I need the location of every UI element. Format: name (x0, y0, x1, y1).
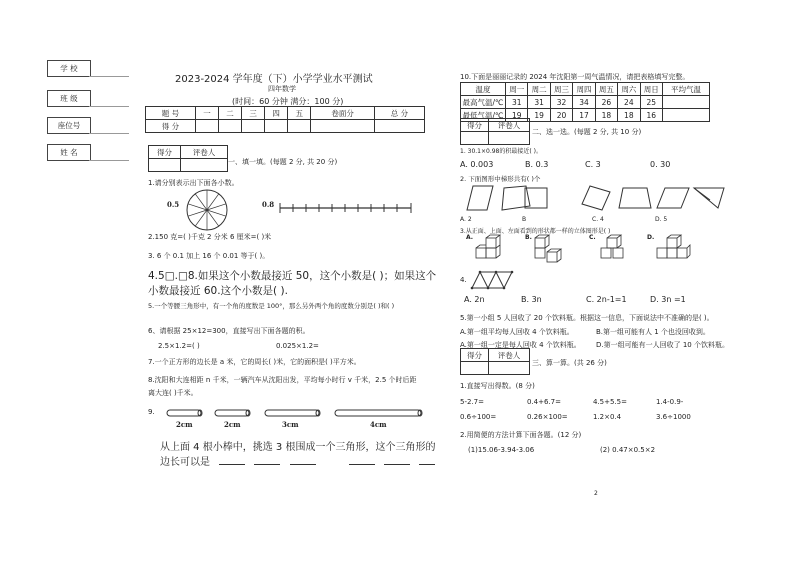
section1-title: 一、填一填。(每题 2 分, 共 20 分) (228, 158, 338, 166)
q9-question: 从上面 4 根小棒中，挑选 3 根围成一个三角形，这个三角形的 (160, 442, 436, 453)
time-info: (时间：60 分钟 满分：100 分) (232, 97, 344, 106)
grader-name-cell[interactable] (488, 362, 529, 375)
s2-q5-option-d[interactable]: D.第一组可能有一人回收了 10 个饮料瓶。 (596, 341, 729, 349)
q10-text: 10.下面是丽丽记录的 2024 年沈阳第一周气温情况，请把表格填写完整。 (460, 73, 690, 81)
q9-number: 9. (148, 408, 155, 416)
ruler-number-line[interactable] (278, 202, 413, 214)
cube-figure-c[interactable] (597, 234, 631, 266)
page-title: 2023-2024 学年度（下）小学学业水平测试 (175, 74, 373, 85)
temp-header-cell: 周二 (528, 83, 550, 96)
s3-row1-item: 0.4+6.7= (527, 398, 561, 406)
score-col-1: 一 (195, 107, 218, 120)
s2-q2-option-a[interactable]: A. 2 (460, 216, 472, 223)
s2-q2-text: 2. 下面图形中梯形共有( )个 (460, 175, 541, 183)
temp-header-cell: 温度 (461, 83, 506, 96)
grader-name-label: 评卷人 (488, 119, 529, 132)
grader-score-label: 得分 (461, 349, 489, 362)
s2-q3-option-b[interactable]: B. (525, 234, 532, 241)
q9-side-label: 边长可以是 (160, 457, 210, 468)
q1-ruler-label: 0.8 (262, 200, 275, 209)
s3-row1-item: 5-2.7= (460, 398, 484, 406)
s2-q5-option-a[interactable]: A.第一组平均每人回收 4 个饮料瓶。 (460, 328, 574, 336)
temp-header-cell: 平均气温 (663, 83, 710, 96)
s3-row1-item: 1.4-0.9- (656, 398, 684, 406)
cube-figure-b[interactable] (533, 234, 567, 266)
stick-3-label: 3cm (282, 420, 299, 429)
score-cell[interactable] (375, 120, 425, 133)
temp-header-cell: 周四 (573, 83, 595, 96)
q8-text-line2: 离大连( )千米。 (148, 389, 198, 397)
sidebar-seat-line (89, 133, 129, 134)
score-cell[interactable] (265, 120, 288, 133)
subject-label: 四年数学 (268, 85, 296, 93)
temp-high-cell: 24 (618, 96, 640, 109)
stick-1[interactable] (166, 409, 204, 418)
sidebar-class-line (89, 106, 129, 107)
sidebar-name-line (89, 160, 129, 161)
q8-text-line1: 8.沈阳和大连相距 n 千米，一辆汽车从沈阳出发，平均每小时行 v 千米，2.5 个时后距 (148, 376, 417, 384)
s2-q1-text: 1. 30.1×0.98的积最接近( )。 (460, 148, 542, 155)
s2-q3-text: 3.从正面、上面、左面看到的形状都一样的立体图形是( ) (460, 228, 611, 235)
temp-header-row (461, 83, 710, 96)
grader-name-cell[interactable] (181, 159, 228, 172)
temp-header-cell: 周三 (550, 83, 572, 96)
temp-header-cell: 周日 (640, 83, 662, 96)
sidebar-name-label: 姓 名 (47, 144, 91, 161)
triangle-pattern[interactable] (470, 268, 514, 290)
temp-header-cell: 周六 (618, 83, 640, 96)
section1-grader-box (148, 145, 228, 172)
q9-question-line2 (160, 453, 435, 468)
shape-parallelogram[interactable] (655, 186, 691, 210)
stick-4-label: 4cm (370, 420, 387, 429)
s2-q5-option-b[interactable]: B.第一组可能有人 1 个也没回收到。 (596, 328, 710, 336)
s2-q4-number: 4. (460, 276, 467, 284)
s2-q1-option-a[interactable]: A. 0.003 (460, 160, 494, 169)
score-cell[interactable] (311, 120, 375, 133)
q1-text: 1.请分别表示出下面各小数。 (148, 179, 239, 187)
grader-name-cell[interactable] (488, 132, 529, 145)
score-table (145, 106, 425, 133)
grader-score-label: 得分 (149, 146, 181, 159)
stick-2-label: 2cm (224, 420, 241, 429)
s2-q5-option-c[interactable]: A.第一组一定是每人回收 4 个饮料瓶。 (460, 341, 581, 349)
score-col-3: 三 (242, 107, 265, 120)
section3-grader-box (460, 348, 530, 375)
s2-q1-option-c[interactable]: C. 3 (585, 160, 601, 169)
pie-circle-figure[interactable] (186, 189, 228, 231)
temp-low-cell: 19 (506, 109, 528, 122)
q2-text: 2.150 克=( )千克 2 分米 6 厘米=( )米 (148, 233, 272, 241)
temp-high-cell: 26 (595, 96, 617, 109)
s2-q4-option-b[interactable]: B. 3n (521, 295, 542, 304)
q6-part-b: 0.025×1.2= (276, 342, 319, 350)
shape-square[interactable] (523, 186, 549, 212)
stick-3[interactable] (264, 409, 322, 418)
answer-blank[interactable] (349, 464, 375, 465)
grader-name-label: 评卷人 (488, 349, 529, 362)
s2-q3-option-c[interactable]: C. (589, 234, 596, 241)
score-cell[interactable] (195, 120, 218, 133)
temp-low-avg-cell[interactable] (663, 109, 710, 122)
s3-row2-item: 0.26×100= (527, 413, 568, 421)
stick-4[interactable] (334, 409, 424, 418)
cube-figure-a[interactable] (474, 234, 508, 266)
grader-name-label: 评卷人 (181, 146, 228, 159)
grader-score-cell[interactable] (461, 362, 489, 375)
s2-q4-option-d[interactable]: D. 3n =1 (650, 295, 686, 304)
score-col-5: 五 (288, 107, 311, 120)
q3-text: 3. 6 个 0.1 加上 16 个 0.01 等于( )。 (148, 252, 270, 260)
score-col-4: 四 (265, 107, 288, 120)
temp-high-cell: 25 (640, 96, 662, 109)
score-col-total: 总 分 (375, 107, 425, 120)
temp-header-cell: 周五 (595, 83, 617, 96)
answer-blank[interactable] (419, 464, 435, 465)
temperature-table (460, 82, 710, 122)
temp-low-label: 最低气温/℃ (461, 109, 506, 122)
grader-score-label: 得分 (461, 119, 489, 132)
shape-irregular[interactable] (580, 184, 612, 212)
s3-q2-text: 2.用简便的方法计算下面各题。(12 分) (460, 431, 582, 439)
score-table-header-row (146, 107, 425, 120)
score-cell[interactable] (242, 120, 265, 133)
s2-q1-option-d[interactable]: 0. 30 (650, 160, 671, 169)
s2-q4-option-a[interactable]: A. 2n (464, 295, 485, 304)
temp-low-cell: 20 (550, 109, 572, 122)
s3-row1-item: 4.5+5.5= (593, 398, 627, 406)
temp-high-cell: 32 (550, 96, 572, 109)
answer-blank[interactable] (290, 464, 316, 465)
stick-1-label: 2cm (176, 420, 193, 429)
s2-q3-option-a[interactable]: A. (466, 234, 474, 241)
s3-row2-item: 3.6÷1000 (656, 413, 691, 421)
q6-part-a: 2.5×1.2=( ) (158, 342, 200, 350)
q6-text: 6、请根据 25×12=300，直接写出下面各题的积。 (148, 327, 310, 335)
temp-low-cell: 18 (618, 109, 640, 122)
cube-figure-d[interactable] (655, 234, 691, 266)
sidebar-class-label: 班 级 (47, 90, 91, 107)
temp-low-cell: 16 (640, 109, 662, 122)
section2-title: 二、选一选。(每题 2 分, 共 10 分) (532, 128, 642, 136)
s3-q1-text: 1.直接写出得数。(8 分) (460, 382, 535, 390)
s3-q2-part-b: (2) 0.47×0.5×2 (600, 446, 656, 454)
answer-blank[interactable] (219, 464, 245, 465)
s2-q2-option-b[interactable]: B (522, 216, 527, 223)
temp-high-row (461, 96, 710, 109)
shape-trapezoid-b[interactable] (617, 186, 653, 210)
temp-low-cell: 17 (573, 109, 595, 122)
q4-text-line1: 4.5□.□8.如果这个小数最接近 50，这个小数是( )；如果这个 (148, 270, 437, 282)
s2-q2-option-c[interactable]: C. 4 (592, 216, 604, 223)
temp-high-label: 最高气温/℃ (461, 96, 506, 109)
q5-text: 5.一个等腰三角形中，有一个角的度数是 100°，那么另外两个角的度数分别是( )和( ) (148, 302, 395, 310)
section2-grader-box (460, 118, 530, 145)
temp-low-cell: 19 (528, 109, 550, 122)
score-row-label: 得 分 (146, 120, 196, 133)
page-number: 2 (594, 490, 598, 497)
s2-q5-text: 5.第一小组 5 人回收了 20 个饮料瓶。根据这一信息，下面说法中不准确的是( )。 (460, 314, 714, 322)
s3-q2-part-a: (1)15.06-3.94-3.06 (468, 446, 535, 454)
temp-high-cell: 34 (573, 96, 595, 109)
s2-q1-option-b[interactable]: B. 0.3 (525, 160, 549, 169)
score-col-layout: 卷面分 (311, 107, 375, 120)
temp-high-avg-cell[interactable] (663, 96, 710, 109)
sidebar-school-line (89, 76, 129, 77)
grader-score-cell[interactable] (461, 132, 489, 145)
score-col-label: 题 号 (146, 107, 196, 120)
q1-pie-label: 0.5 (167, 200, 180, 209)
answer-blank[interactable] (254, 464, 280, 465)
score-col-2: 二 (218, 107, 241, 120)
sidebar-seat-label: 座位号 (47, 117, 91, 134)
shape-triangle-quad[interactable] (692, 186, 726, 210)
temp-low-cell: 18 (595, 109, 617, 122)
s3-row2-item: 0.6÷100= (460, 413, 497, 421)
q7-text: 7.一个正方形的边长是 a 米，它的周长( )米，它的面积是( )平方米。 (148, 358, 361, 366)
temp-high-cell: 31 (506, 96, 528, 109)
section3-title: 三、算一算。(共 26 分) (532, 359, 607, 367)
temp-high-cell: 31 (528, 96, 550, 109)
s2-q4-option-c[interactable]: C. 2n-1=1 (586, 295, 627, 304)
s2-q2-option-d[interactable]: D. 5 (655, 216, 668, 223)
grader-score-cell[interactable] (149, 159, 181, 172)
score-cell[interactable] (218, 120, 241, 133)
s3-row2-item: 1.2×0.4 (593, 413, 622, 421)
s2-q3-option-d[interactable]: D. (647, 234, 655, 241)
answer-blank[interactable] (384, 464, 410, 465)
shape-rhombus[interactable] (465, 184, 497, 212)
q4-text-line2: 小数最接近 60.这个小数是( ). (148, 285, 288, 297)
score-table-score-row (146, 120, 425, 133)
score-cell[interactable] (288, 120, 311, 133)
stick-2[interactable] (214, 409, 252, 418)
sidebar-school-label: 学 校 (47, 60, 91, 77)
temp-header-cell: 周一 (506, 83, 528, 96)
